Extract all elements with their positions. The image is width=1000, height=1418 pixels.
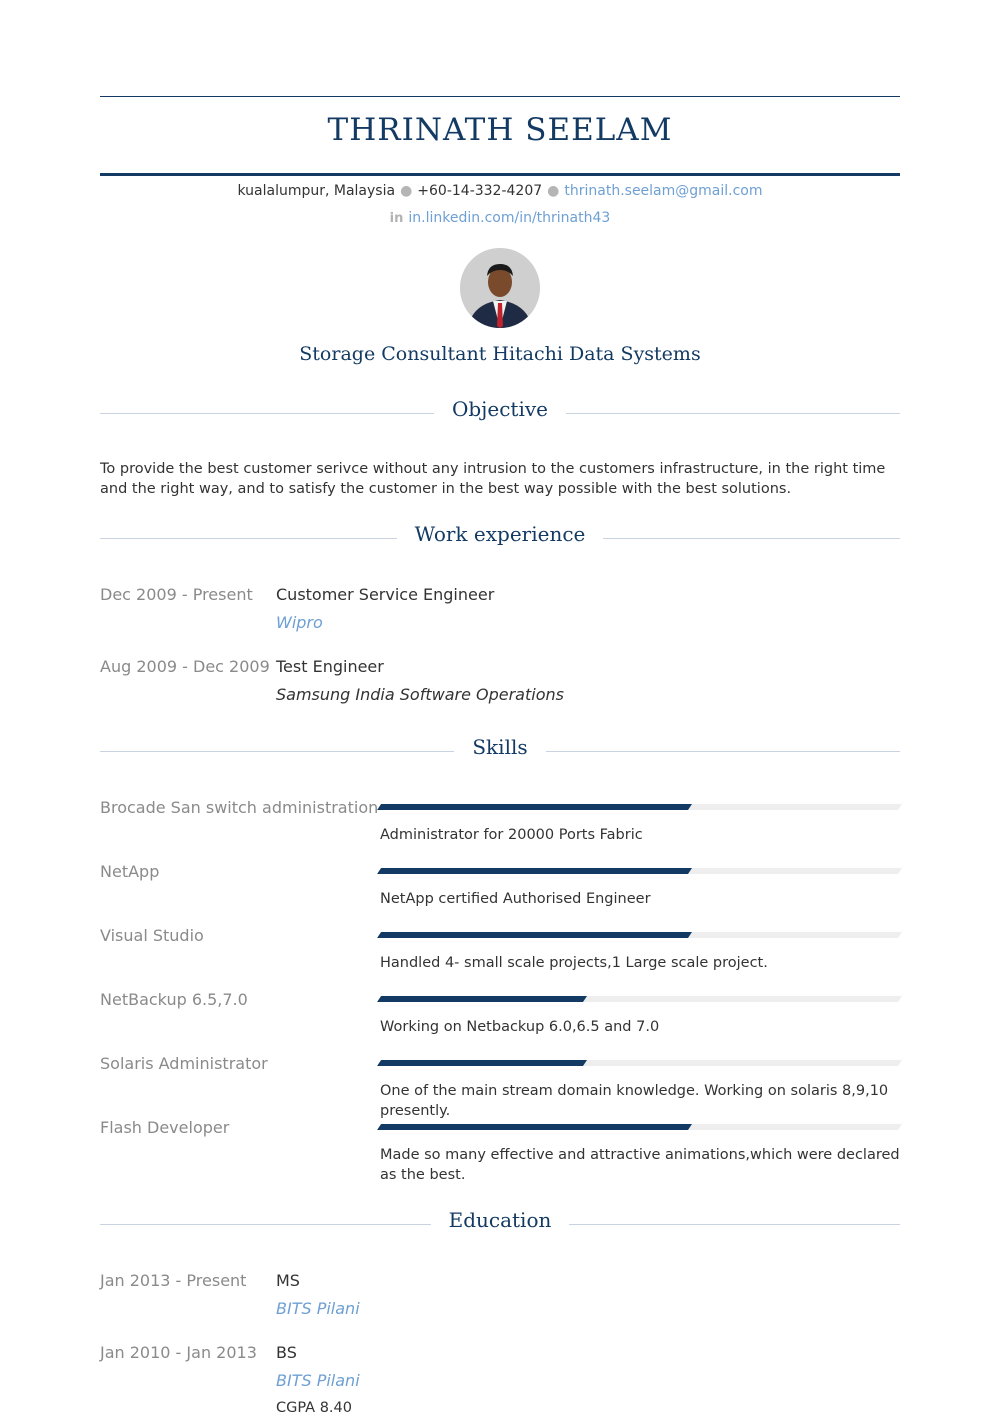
linkedin-line	[0, 210, 1000, 226]
skill-description: Handled 4- small scale projects,1 Large scale project.	[380, 955, 768, 971]
education-note: CGPA 8.40	[276, 1400, 352, 1416]
headline: Storage Consultant Hitachi Data Systems	[299, 343, 701, 365]
header-bottom-rule	[100, 173, 900, 176]
objective-text: To provide the best customer serivce without any intrusion to the customers infrastructure, in the right time and the right way, and to satisfy the customer in the best way possible with the best solutions.	[100, 461, 886, 497]
header-top-rule	[100, 96, 900, 97]
education-degree: BS	[276, 1343, 297, 1362]
work-company: Samsung India Software Operations	[276, 685, 564, 704]
location-text: kualalumpur, Malaysia	[237, 183, 396, 199]
work-role: Test Engineer	[276, 657, 384, 676]
skill-level-fill	[377, 868, 692, 874]
skill-description: One of the main stream domain knowledge. Working on solaris 8,9,10 presently.	[380, 1083, 889, 1119]
section-title-education: Education	[431, 1208, 570, 1232]
skill-level-bar	[377, 1124, 902, 1130]
separator-dot-icon: ●	[547, 183, 560, 199]
skill-name: NetBackup 6.5,7.0	[100, 990, 248, 1009]
skills-header	[0, 735, 1000, 759]
skill-level-bar	[377, 868, 902, 874]
separator-dot-icon: ●	[400, 183, 413, 199]
skill-level-fill	[377, 932, 692, 938]
work-date: Aug 2009 - Dec 2009	[100, 657, 270, 676]
linkedin-icon: in	[389, 211, 404, 226]
work-role: Customer Service Engineer	[276, 585, 495, 604]
avatar-portrait-icon	[460, 248, 540, 328]
objective-header	[0, 397, 1000, 421]
skill-description: Made so many effective and attractive animations,which were declared as the best.	[380, 1147, 900, 1183]
work-company[interactable]: Wipro	[276, 613, 323, 632]
education-date: Jan 2013 - Present	[100, 1271, 247, 1290]
education-school[interactable]: BITS Pilani	[276, 1299, 360, 1318]
skill-level-bar	[377, 1060, 902, 1066]
section-title-objective: Objective	[434, 397, 566, 421]
section-title-work: Work experience	[397, 522, 604, 546]
education-school[interactable]: BITS Pilani	[276, 1371, 360, 1390]
education-degree: MS	[276, 1271, 300, 1290]
skill-level-bar	[377, 804, 902, 810]
skill-level-fill	[377, 804, 692, 810]
candidate-name: THRINATH SEELAM	[327, 112, 673, 148]
skill-description: Working on Netbackup 6.0,6.5 and 7.0	[380, 1019, 660, 1035]
skill-level-bar	[377, 996, 902, 1002]
work-header	[0, 522, 1000, 546]
section-title-skills: Skills	[454, 735, 545, 759]
skill-name: NetApp	[100, 862, 160, 881]
skill-description: Administrator for 20000 Ports Fabric	[380, 827, 643, 843]
email-link[interactable]: thrinath.seelam@gmail.com	[564, 183, 763, 199]
skill-name: Solaris Administrator	[100, 1054, 268, 1073]
skill-level-fill	[377, 996, 587, 1002]
education-date: Jan 2010 - Jan 2013	[100, 1343, 257, 1362]
contact-line	[0, 182, 1000, 200]
skill-description: NetApp certified Authorised Engineer	[380, 891, 651, 907]
skill-name: Brocade San switch administration	[100, 798, 379, 817]
skill-name: Flash Developer	[100, 1118, 230, 1137]
education-header	[0, 1208, 1000, 1232]
skill-level-fill	[377, 1124, 692, 1130]
work-date: Dec 2009 - Present	[100, 585, 253, 604]
phone-text: +60-14-332-4207	[417, 183, 543, 199]
skill-level-bar	[377, 932, 902, 938]
skill-name: Visual Studio	[100, 926, 204, 945]
skill-level-fill	[377, 1060, 587, 1066]
avatar	[460, 248, 540, 328]
linkedin-link[interactable]: in.linkedin.com/in/thrinath43	[408, 210, 611, 226]
